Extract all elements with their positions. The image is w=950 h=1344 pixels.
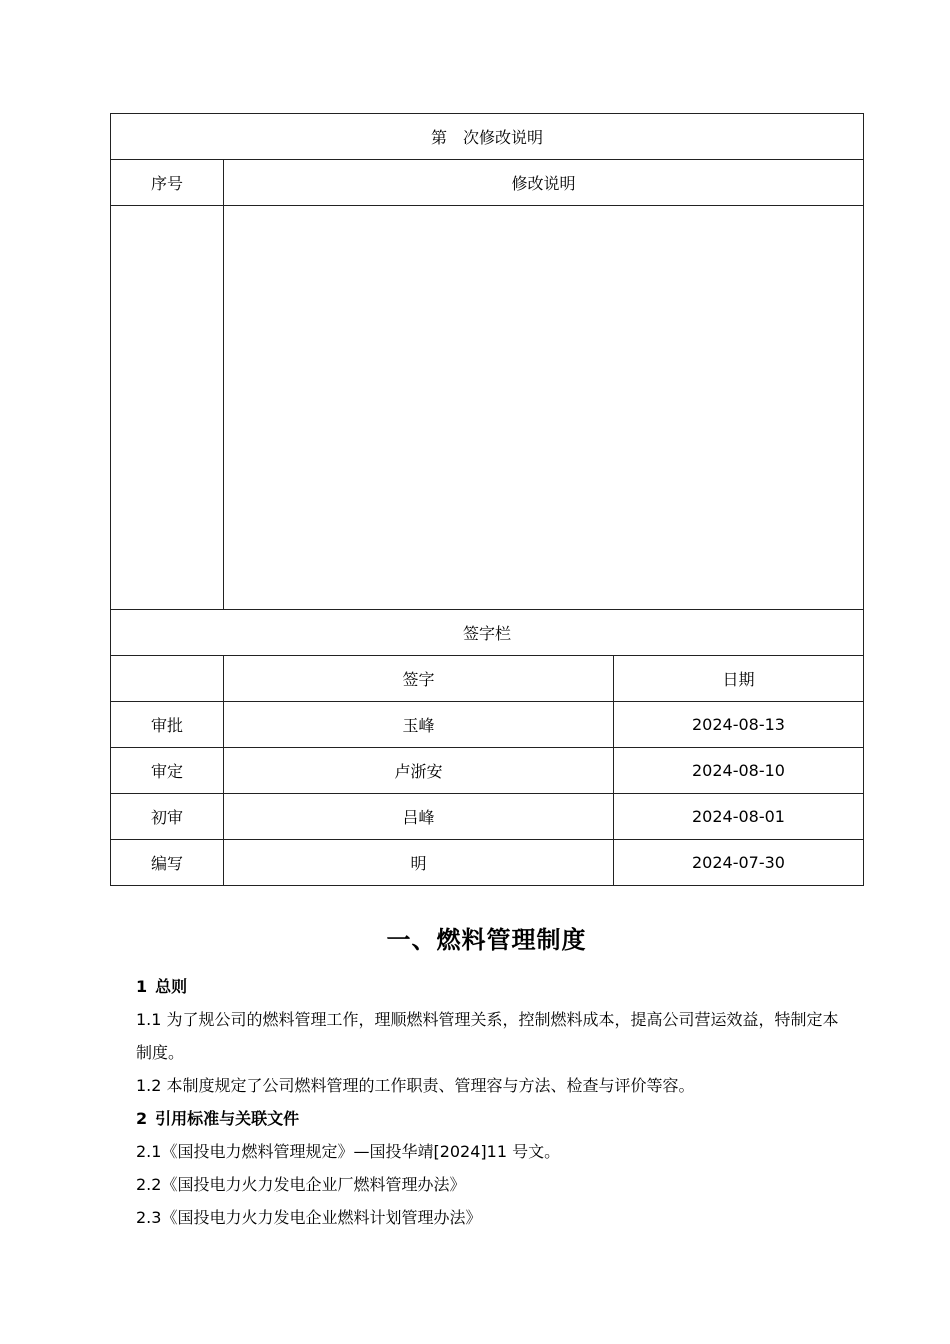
section-heading-text: 总则 [155, 977, 188, 996]
role-header [111, 656, 224, 702]
document-body [136, 970, 846, 1234]
table-row [111, 748, 864, 794]
section-heading [136, 970, 846, 1003]
table-row [111, 702, 864, 748]
signature-cell: 卢浙安 [224, 748, 614, 794]
role-cell: 审定 [111, 748, 224, 794]
role-cell: 初审 [111, 794, 224, 840]
date-cell: 2024-08-13 [614, 702, 864, 748]
paragraph: 2.1《国投电力燃料管理规定》—国投华靖[2024]11 号文。 [136, 1142, 561, 1161]
section-number: 2 [136, 1109, 148, 1128]
date-cell: 2024-08-10 [614, 748, 864, 794]
document-title: 一、燃料管理制度 [386, 926, 587, 954]
signature-cell: 明 [224, 840, 614, 886]
role-cell: 编写 [111, 840, 224, 886]
table-row [111, 840, 864, 886]
signature-cell: 玉峰 [224, 702, 614, 748]
seq-cell [111, 206, 224, 610]
date-cell: 2024-08-01 [614, 794, 864, 840]
paragraph: 2.3《国投电力火力发电企业燃料计划管理办法》 [136, 1208, 482, 1227]
description-header: 修改说明 [224, 160, 864, 206]
signature-section-title: 签字栏 [111, 610, 864, 656]
paragraph: 2.2《国投电力火力发电企业厂燃料管理办法》 [136, 1175, 466, 1194]
signature-cell: 吕峰 [224, 794, 614, 840]
date-cell: 2024-07-30 [614, 840, 864, 886]
table-row [111, 794, 864, 840]
section-heading-text: 引用标准与关联文件 [155, 1109, 300, 1128]
revision-title: 第 次修改说明 [111, 114, 864, 160]
description-cell [224, 206, 864, 610]
section-number: 1 [136, 977, 148, 996]
seq-header: 序号 [111, 160, 224, 206]
revision-table [110, 113, 864, 886]
paragraph: 1.2 本制度规定了公司燃料管理的工作职责、管理容与方法、检查与评价等容。 [136, 1076, 695, 1095]
signature-header: 签字 [224, 656, 614, 702]
section-heading [136, 1102, 846, 1135]
date-header: 日期 [614, 656, 864, 702]
role-cell: 审批 [111, 702, 224, 748]
paragraph: 1.1 为了规公司的燃料管理工作，理顺燃料管理关系，控制燃料成本，提高公司营运效益，特制定本制度。 [136, 1010, 839, 1062]
